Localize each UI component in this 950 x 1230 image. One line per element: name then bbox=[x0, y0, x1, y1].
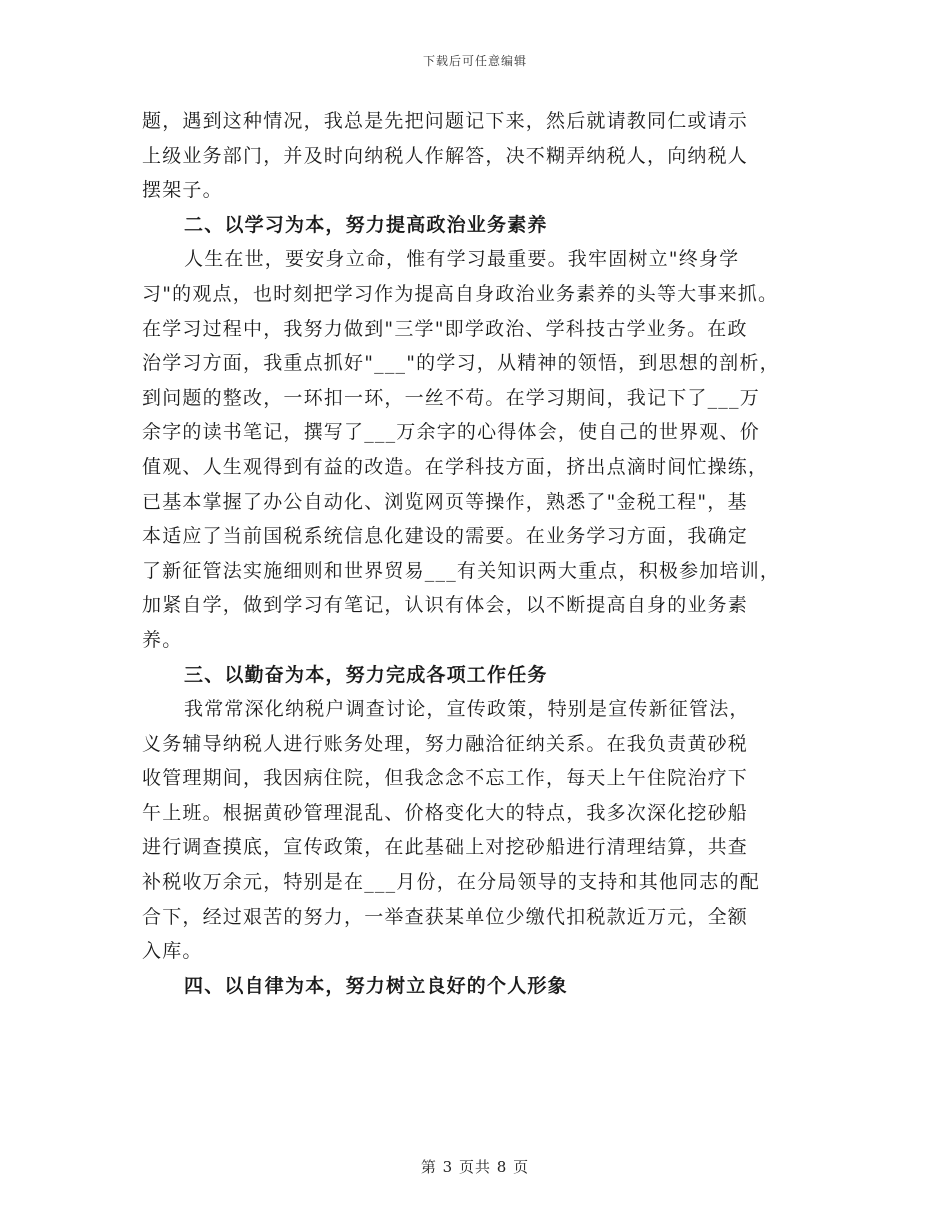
section-heading: 三、以勤奋为本，努力完成各项工作任务 bbox=[184, 663, 548, 686]
paragraph-line: 补税收万余元，特别是在___月份，在分局领导的支持和其他同志的配 bbox=[142, 871, 760, 894]
paragraph-line: 进行调查摸底，宣传政策，在此基础上对挖砂船进行清理结算，共查 bbox=[142, 836, 749, 859]
paragraph-line: 治学习方面，我重点抓好"___"的学习，从精神的领悟，到思想的剖析， bbox=[142, 352, 780, 375]
paragraph-line: 摆架子。 bbox=[142, 179, 223, 202]
paragraph-line: 午上班。根据黄砂管理混乱、价格变化大的特点，我多次深化挖砂船 bbox=[142, 801, 749, 824]
paragraph-line: 余字的读书笔记，撰写了___万余字的心得体会，使自己的世界观、价 bbox=[142, 421, 760, 444]
paragraph-line: 值观、人生观得到有益的改造。在学科技方面，挤出点滴时间忙操练， bbox=[142, 455, 769, 478]
paragraph-line: 义务辅导纳税人进行账务处理，努力融洽征纳关系。在我负责黄砂税 bbox=[142, 732, 749, 755]
paragraph-line: 题，遇到这种情况，我总是先把问题记下来，然后就请教同仁或请示 bbox=[142, 110, 749, 132]
section-heading: 二、以学习为本，努力提高政治业务素养 bbox=[184, 213, 548, 236]
header-note: 下载后可任意编辑 bbox=[422, 54, 527, 68]
page-number: 第 3 页共 8 页 bbox=[420, 1158, 530, 1176]
paragraph-line: 养。 bbox=[142, 628, 183, 651]
paragraph-line: 到问题的整改，一环扣一环，一丝不苟。在学习期间，我记下了___万 bbox=[142, 386, 760, 409]
paragraph-line: 加紧自学，做到学习有笔记，认识有体会，以不断提高自身的业务素 bbox=[142, 594, 749, 617]
paragraph-line: 入库。 bbox=[142, 940, 203, 963]
paragraph-line: 了新征管法实施细则和世界贸易___有关知识两大重点，积极参加培训， bbox=[142, 559, 781, 582]
paragraph-line: 我常常深化纳税户调查讨论，宣传政策，特别是宣传新征管法， bbox=[184, 698, 750, 721]
paragraph-line: 上级业务部门，并及时向纳税人作解答，决不糊弄纳税人，向纳税人 bbox=[142, 144, 749, 167]
paragraph-line: 收管理期间，我因病住院，但我念念不忘工作，每天上午住院治疗下 bbox=[142, 767, 749, 790]
document-body bbox=[142, 104, 822, 1003]
paragraph-line: 已基本掌握了办公自动化、浏览网页等操作，熟悉了"金税工程"，基 bbox=[142, 490, 748, 513]
paragraph-line: 合下，经过艰苦的努力，一举查获某单位少缴代扣税款近万元，全额 bbox=[142, 905, 749, 928]
paragraph-line: 人生在世，要安身立命，惟有学习最重要。我牢固树立"终身学 bbox=[184, 248, 740, 271]
paragraph-line: 本适应了当前国税系统信息化建设的需要。在业务学习方面，我确定 bbox=[142, 525, 749, 548]
paragraph-line: 习"的观点，也时刻把学习作为提高自身政治业务素养的头等大事来抓。 bbox=[142, 282, 779, 305]
paragraph-line: 在学习过程中，我努力做到"三学"即学政治、学科技古学业务。在政 bbox=[142, 317, 748, 340]
section-heading: 四、以自律为本，努力树立良好的个人形象 bbox=[184, 974, 568, 997]
